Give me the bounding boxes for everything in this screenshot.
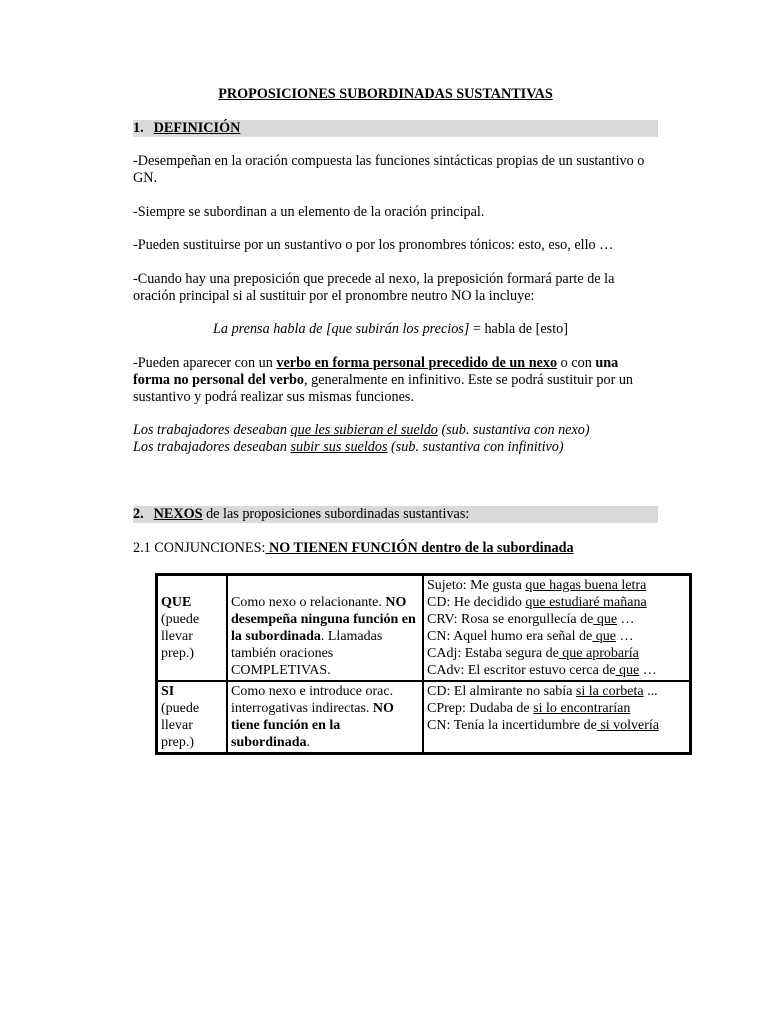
paragraph-definition: -Desempeñan en la oración compuesta las funciones sintácticas propias de un sustantivo o GN. — [133, 153, 645, 186]
list-item: CPrep: Dudaba de si lo encontrarían — [427, 701, 631, 716]
list-item: CAdj: Estaba segura de que aprobaría — [427, 646, 639, 661]
table-cell-examples — [423, 575, 691, 682]
example-prensa — [133, 321, 648, 338]
list-item: CRV: Rosa se enorgullecía de que … — [427, 612, 635, 627]
table-cell-description: Como nexo o relacionante. NO desempeña ninguna función en la subordinada. Llamadas también oraciones COMPLETIVAS. — [227, 575, 423, 682]
section-title-rest: de las proposiciones subordinadas sustantivas: — [202, 506, 470, 522]
subsection-conjunciones: 2.1 CONJUNCIONES: NO TIENEN FUNCIÓN dentro de la subordinada — [133, 540, 574, 556]
paragraph-preposition: -Cuando hay una preposición que precede al nexo, la preposición formará parte de la oración principal si al sustituir por el pronombre neutro NO la incluye: — [133, 271, 615, 304]
table-row-si — [157, 681, 691, 754]
section-number: 1. — [133, 120, 144, 136]
paragraph-subordination: -Siempre se subordinan a un elemento de la oración principal. — [133, 204, 485, 220]
section-heading-definicion — [133, 120, 658, 137]
list-item: CD: El almirante no sabía si la corbeta ... — [427, 684, 658, 699]
section-number: 2. — [133, 506, 144, 522]
section-title: NEXOS — [153, 506, 203, 522]
list-item: Sujeto: Me gusta que hagas buena letra — [427, 578, 647, 593]
table-cell-description: Como nexo e introduce orac. interrogativas indirectas. NO tiene función en la subordinada. — [227, 681, 423, 754]
list-item: CN: Tenía la incertidumbre de si volvería — [427, 718, 660, 733]
nexos-table — [155, 573, 692, 755]
page-title: PROPOSICIONES SUBORDINADAS SUSTANTIVAS — [218, 86, 553, 102]
example-trabajadores-infinitivo: Los trabajadores deseaban subir sus sueldos (sub. sustantiva con infinitivo) — [133, 439, 564, 455]
table-cell-examples — [423, 681, 691, 754]
paragraph-verb-forms: -Pueden aparecer con un verbo en forma personal precedido de un nexo o con una forma no personal del verbo, generalmente en infinitivo. Este se podrá sustituir por un sustantivo y podrá realizar sus mismas funciones. — [133, 355, 634, 405]
paragraph-substitution: -Pueden sustituirse por un sustantivo o por los pronombres tónicos: esto, eso, ello … — [133, 237, 614, 253]
section-heading-nexos — [133, 506, 658, 523]
example-italic: La prensa habla de [que subirán los precios] — [213, 321, 470, 337]
bold-underlined-phrase: verbo en forma personal precedido de un nexo — [276, 355, 558, 371]
example-trabajadores-nexo: Los trabajadores deseaban que les subieran el sueldo (sub. sustantiva con nexo) — [133, 422, 590, 438]
section-title: DEFINICIÓN — [153, 120, 241, 136]
table-cell-nexo: SI (puede llevar prep.) — [157, 681, 228, 754]
table-row-que — [157, 575, 691, 682]
table-cell-nexo: QUE (puede llevar prep.) — [157, 575, 228, 682]
list-item: CD: He decidido que estudiaré mañana — [427, 595, 647, 610]
list-item: CN: Aquel humo era señal de que … — [427, 629, 634, 644]
bold-phrase: una forma no personal del verbo — [133, 355, 619, 388]
example-rest: = habla de [esto] — [469, 321, 568, 337]
list-item: CAdv: El escritor estuvo cerca de que … — [427, 663, 657, 678]
